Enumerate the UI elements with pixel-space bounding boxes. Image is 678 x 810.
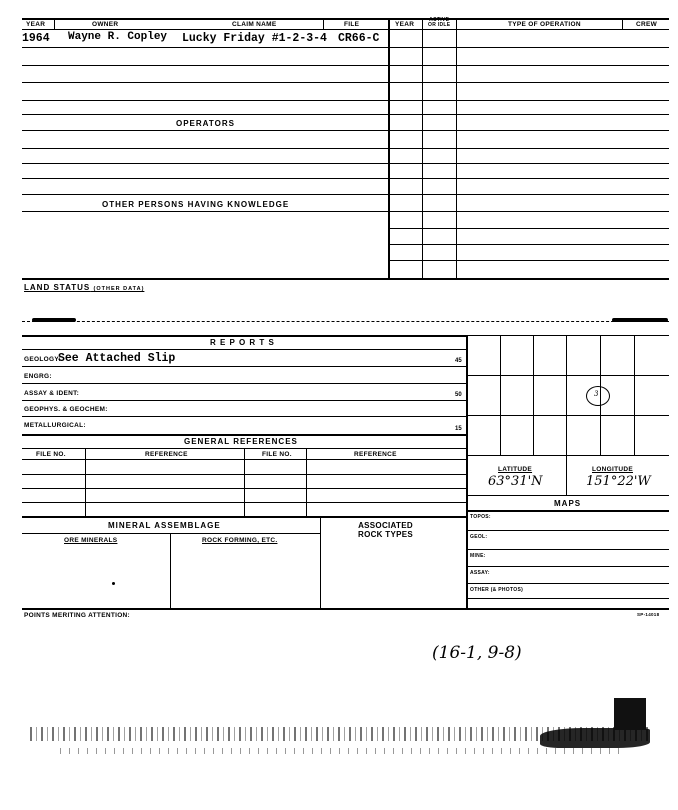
- geology-value: See Attached Slip: [58, 352, 176, 365]
- col-claim-name-label: CLAIM NAME: [232, 21, 277, 28]
- maps-mine-label: MINE:: [470, 553, 486, 559]
- land-status-heading: LAND STATUS (OTHER DATA): [24, 283, 145, 292]
- scan-dark-square: [614, 698, 646, 730]
- maps-other-label: OTHER (& PHOTOS): [470, 587, 524, 593]
- scan-noise-band-2: [60, 748, 620, 754]
- report-num-1: 45: [455, 358, 462, 364]
- ref-file-no-2: FILE NO.: [262, 451, 292, 458]
- handwritten-coordinates: (16-1, 9-8): [432, 643, 522, 663]
- maps-assay-label: ASSAY:: [470, 570, 490, 576]
- col-type-label: TYPE OF OPERATION: [508, 21, 581, 28]
- general-references-heading: GENERAL REFERENCES: [184, 437, 298, 446]
- rock-forming-label: ROCK FORMING, ETC.: [202, 537, 278, 544]
- operators-heading: OPERATORS: [176, 119, 235, 128]
- col-owner-label: OWNER: [92, 21, 119, 28]
- geophys-label: GEOPHYS. & GEOCHEM:: [24, 406, 108, 413]
- report-num-2: 50: [455, 392, 462, 398]
- longitude-value: 151°22'W: [586, 474, 651, 489]
- ref-reference-1: REFERENCE: [145, 451, 188, 458]
- maps-topos-label: TOPOS:: [470, 514, 491, 520]
- latitude-label: LATITUDE: [498, 466, 533, 473]
- col-active-label: ACTIVE OR IDLE: [428, 17, 451, 28]
- assay-ident-label: ASSAY & IDENT:: [24, 390, 80, 397]
- claim-year: 1964: [22, 32, 50, 45]
- col-year2-label: YEAR: [395, 21, 415, 28]
- associated-rock-heading: ASSOCIATED ROCK TYPES: [358, 521, 414, 539]
- col-year-label: YEAR: [26, 21, 46, 28]
- ref-file-no-1: FILE NO.: [36, 451, 66, 458]
- claim-name: Lucky Friday #1-2-3-4: [182, 32, 327, 45]
- reports-heading: R E P O R T S: [210, 338, 275, 347]
- longitude-label: LONGITUDE: [592, 466, 633, 473]
- scan-dark-blob: [540, 728, 650, 748]
- form-number: SP-14018: [637, 612, 660, 617]
- geology-label: GEOLOGY:: [24, 356, 61, 363]
- claim-owner: Wayne R. Copley: [68, 31, 168, 43]
- mineral-assemblage-heading: MINERAL ASSEMBLAGE: [108, 521, 221, 530]
- latitude-value: 63°31'N: [488, 474, 543, 489]
- points-meriting-label: POINTS MERITING ATTENTION:: [24, 612, 131, 619]
- maps-heading: MAPS: [554, 499, 582, 508]
- metallurgical-label: METALLURGICAL:: [24, 422, 86, 429]
- col-file-label: FILE: [344, 21, 360, 28]
- ore-minerals-label: ORE MINERALS: [64, 537, 118, 544]
- ref-reference-2: REFERENCE: [354, 451, 397, 458]
- other-persons-heading: OTHER PERSONS HAVING KNOWLEDGE: [102, 200, 290, 209]
- section-circle-number: 3: [594, 390, 599, 398]
- engrg-label: ENGRG:: [24, 373, 52, 380]
- report-num-3: 15: [455, 426, 462, 432]
- claim-file: CR66-C: [338, 32, 380, 45]
- col-crew-label: CREW: [636, 21, 658, 28]
- maps-geol-label: GEOL:: [470, 534, 488, 540]
